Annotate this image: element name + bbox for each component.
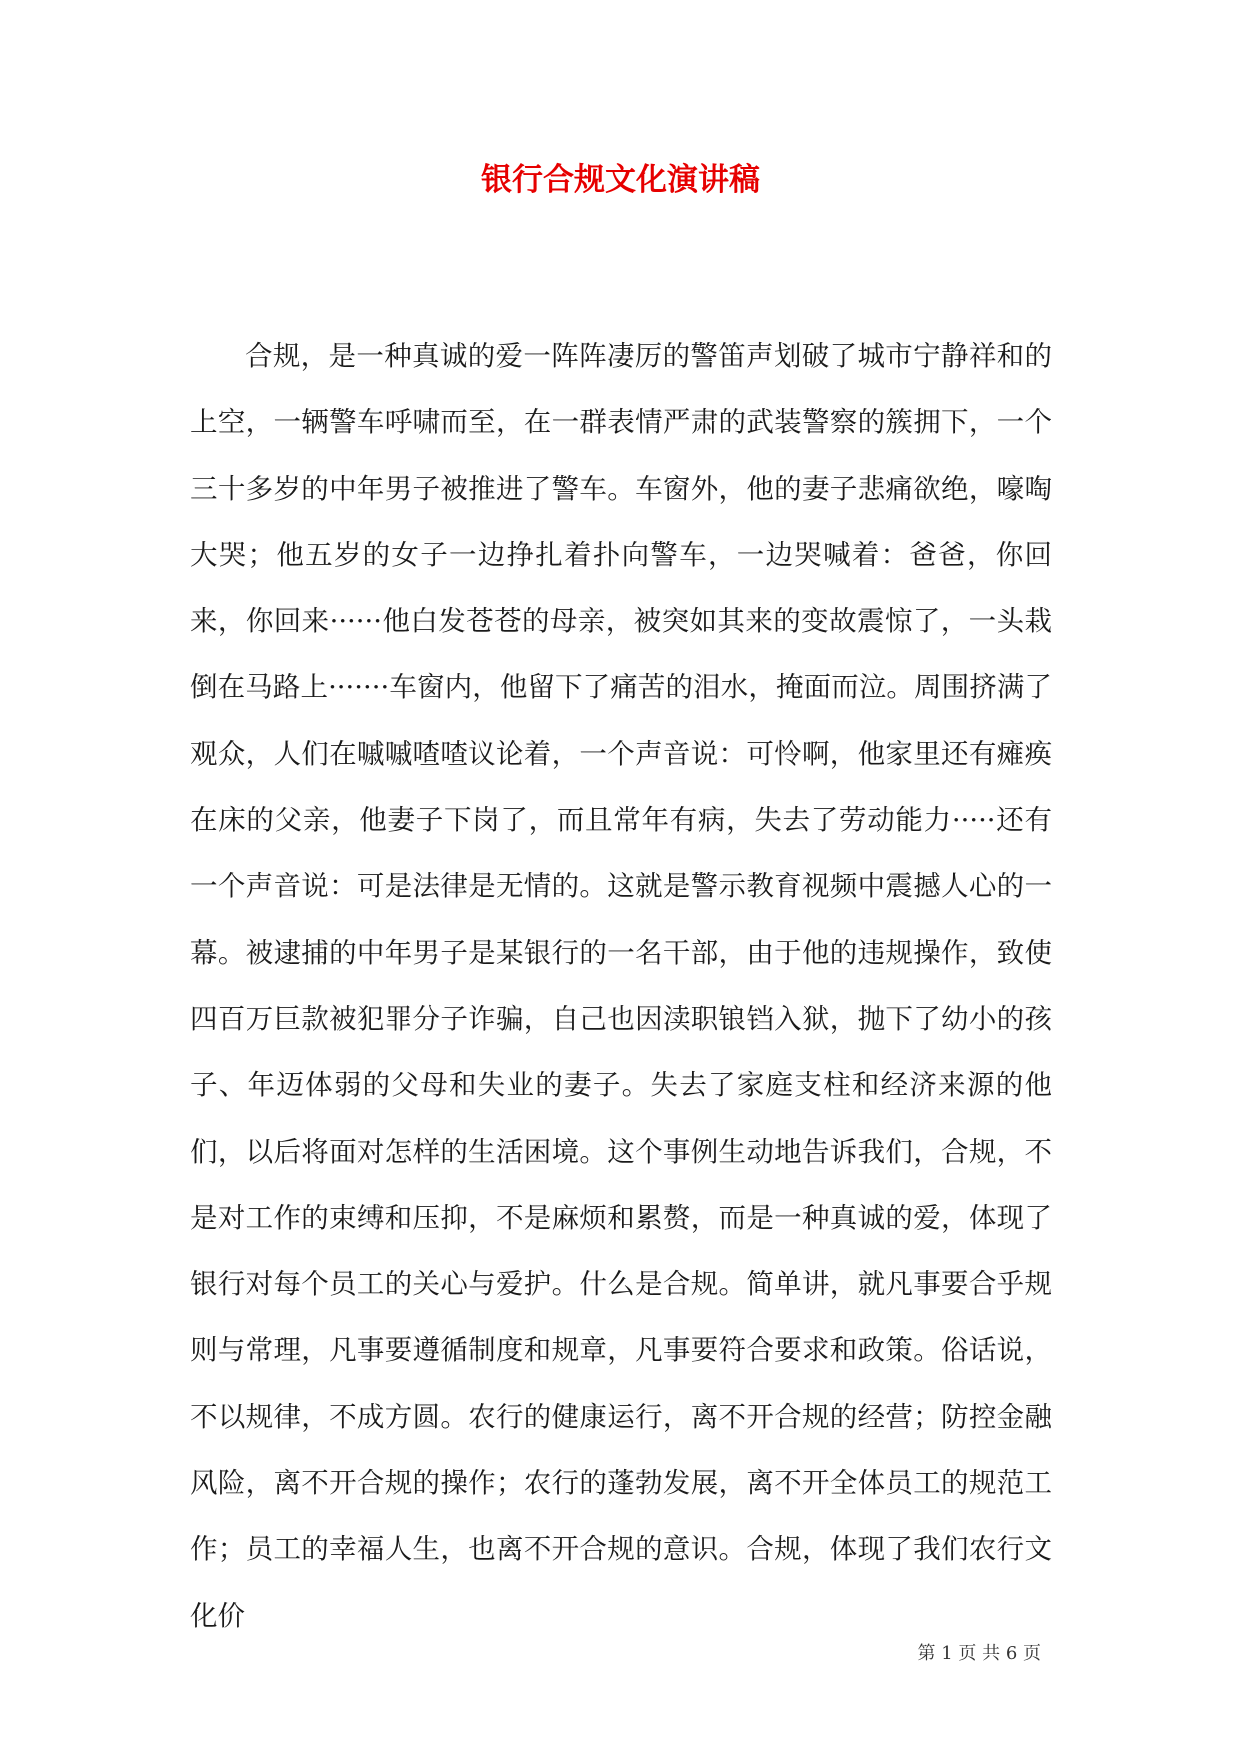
page-number: 第 1 页 共 6 页 [917, 1643, 1041, 1664]
body-paragraph: 合规，是一种真诚的爱一阵阵凄厉的警笛声划破了城市宁静祥和的上空，一辆警车呼啸而至，在一群表情严肃的武装警察的簇拥下，一个三十多岁的中年男子被推进了警车。车窗外，他的妻子悲痛欲绝，嚎啕大哭；他五岁的女子一边挣扎着扑向警车，一边哭喊着：爸爸，你回来，你回来······他白发苍苍的母亲，被突如其来的变故震惊了，一头栽倒在马路上·······车窗内，他留下了痛苦的泪水，掩面而泣。周围挤满了观众，人们在嘁嘁喳喳议论着，一个声音说：可怜啊，他家里还有瘫痪在床的父亲，他妻子下岗了，而且常年有病，失去了劳动能力·····还有一个声音说：可是法律是无情的。这就是警示教育视频中震撼人心的一幕。被逮捕的中年男子是某银行的一名干部，由于他的违规操作，致使四百万巨款被犯罪分子诈骗，自己也因渎职锒铛入狱，抛下了幼小的孩子、年迈体弱的父母和失业的妻子。失去了家庭支柱和经济来源的他们，以后将面对怎样的生活困境。这个事例生动地告诉我们，合规，不是对工作的束缚和压抑，不是麻烦和累赘，而是一种真诚的爱，体现了银行对每个员工的关心与爱护。什么是合规。简单讲，就凡事要合乎规则与常理，凡事要遵循制度和规章，凡事要符合要求和政策。俗话说，不以规律，不成方圆。农行的健康运行，离不开合规的经营；防控金融风险，离不开合规的操作；农行的蓬勃发展，离不开全体员工的规范工作；员工的幸福人生，也离不开合规的意识。合规，体现了我们农行文化价 [190, 340, 1053, 1632]
page-title: 银行合规文化演讲稿 [481, 162, 760, 198]
